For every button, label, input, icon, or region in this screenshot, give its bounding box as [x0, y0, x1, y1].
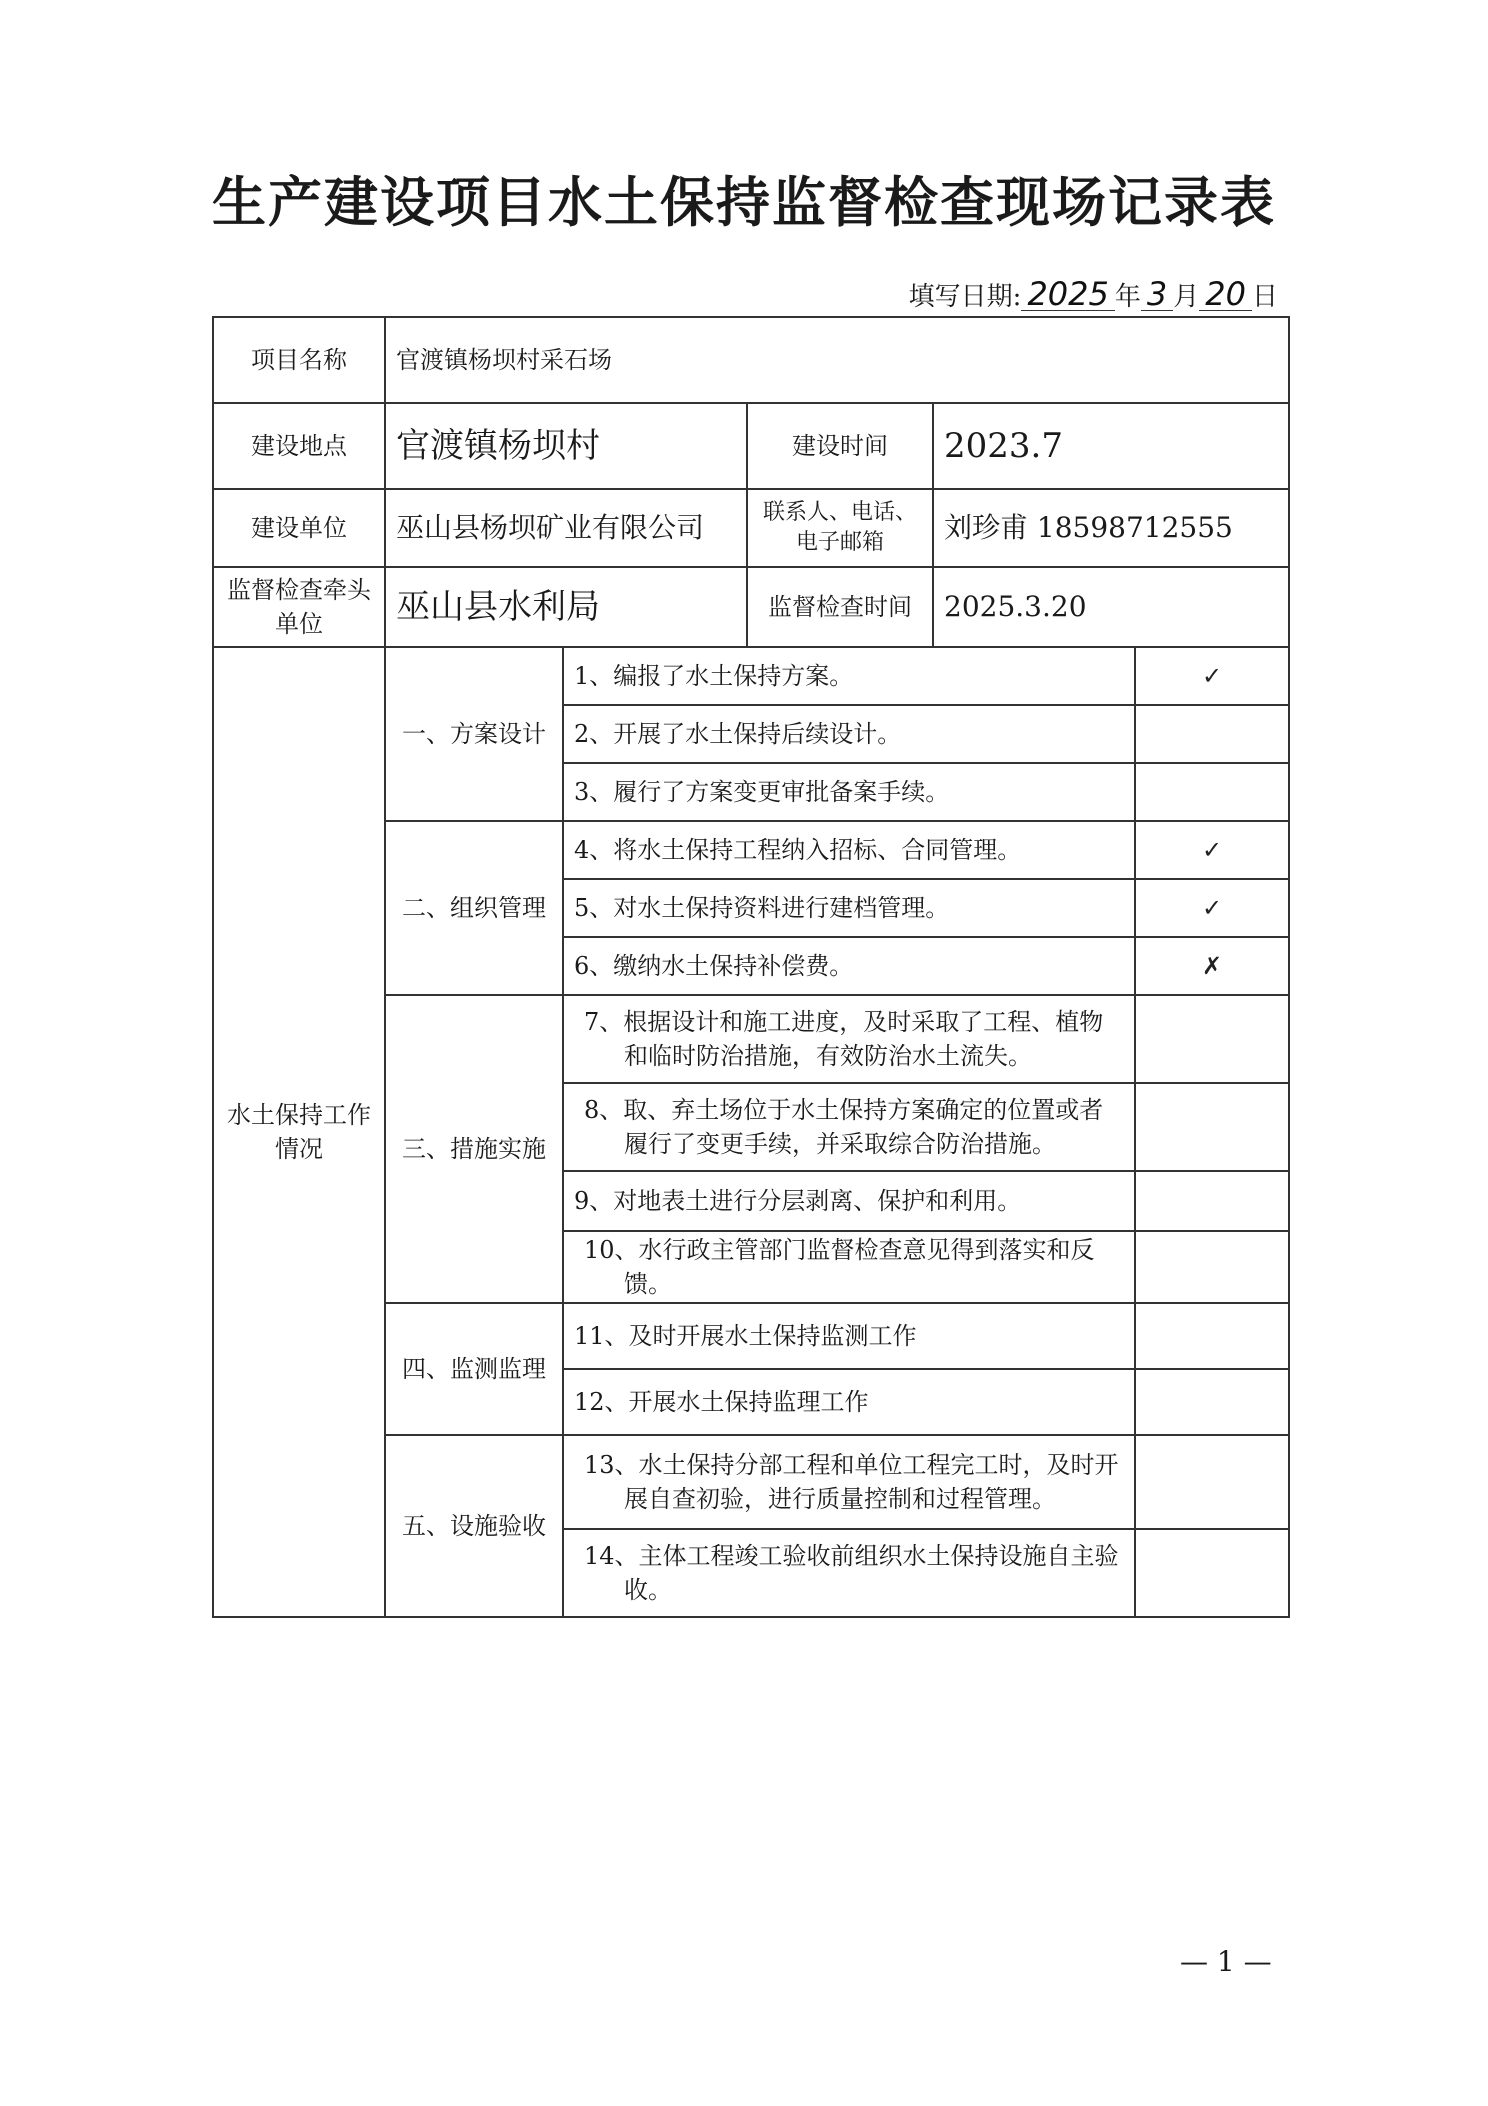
item-5-mark: ✓ — [1135, 879, 1289, 937]
item-14-mark — [1135, 1529, 1289, 1617]
item-8: 8、取、弃土场位于水土保持方案确定的位置或者履行了变更手续，并采取综合防治措施。 — [563, 1083, 1135, 1171]
category-org-management: 二、组织管理 — [385, 821, 563, 995]
item-11: 11、及时开展水土保持监测工作 — [563, 1303, 1135, 1369]
contact-label: 联系人、电话、电子邮箱 — [747, 489, 933, 567]
item-12-mark — [1135, 1369, 1289, 1435]
page-number: — 1 — — [1180, 1945, 1272, 1978]
item-12: 12、开展水土保持监理工作 — [563, 1369, 1135, 1435]
item-11-mark — [1135, 1303, 1289, 1369]
record-table — [212, 316, 1290, 1618]
item-14: 14、主体工程竣工验收前组织水土保持设施自主验收。 — [563, 1529, 1135, 1617]
inspect-time-label: 监督检查时间 — [747, 567, 933, 647]
item-3: 3、履行了方案变更审批备案手续。 — [563, 763, 1135, 821]
category-acceptance: 五、设施验收 — [385, 1435, 563, 1617]
item-10: 10、水行政主管部门监督检查意见得到落实和反馈。 — [563, 1231, 1135, 1303]
item-2-mark — [1135, 705, 1289, 763]
item-4: 4、将水土保持工程纳入招标、合同管理。 — [563, 821, 1135, 879]
inspect-time-value: 2025.3.20 — [933, 567, 1289, 647]
lead-unit-label: 监督检查牵头单位 — [213, 567, 385, 647]
project-name-value: 官渡镇杨坝村采石场 — [385, 317, 1289, 403]
item-9: 9、对地表土进行分层剥离、保护和利用。 — [563, 1171, 1135, 1231]
category-monitoring: 四、监测监理 — [385, 1303, 563, 1435]
unit-label: 建设单位 — [213, 489, 385, 567]
item-5: 5、对水土保持资料进行建档管理。 — [563, 879, 1135, 937]
item-8-mark — [1135, 1083, 1289, 1171]
contact-value: 刘珍甫 18598712555 — [933, 489, 1289, 567]
lead-unit-value: 巫山县水利局 — [385, 567, 747, 647]
item-1: 1、编报了水土保持方案。 — [563, 647, 1135, 705]
item-4-mark: ✓ — [1135, 821, 1289, 879]
build-time-label: 建设时间 — [747, 403, 933, 489]
fill-date-month-unit: 月 — [1173, 282, 1200, 312]
category-measures: 三、措施实施 — [385, 995, 563, 1303]
item-10-mark — [1135, 1231, 1289, 1303]
item-13-mark — [1135, 1435, 1289, 1529]
fill-date-label: 填写日期: — [908, 282, 1022, 312]
project-name-label: 项目名称 — [213, 317, 385, 403]
item-9-mark — [1135, 1171, 1289, 1231]
fill-date-year-unit: 年 — [1114, 282, 1141, 312]
item-6: 6、缴纳水土保持补偿费。 — [563, 937, 1135, 995]
category-scheme-design: 一、方案设计 — [385, 647, 563, 821]
item-7-mark — [1135, 995, 1289, 1083]
fill-date-day-unit: 日 — [1251, 282, 1278, 312]
fill-date-day: 20 — [1199, 278, 1252, 311]
item-13: 13、水土保持分部工程和单位工程完工时，及时开展自查初验，进行质量控制和过程管理。 — [563, 1435, 1135, 1529]
item-2: 2、开展了水土保持后续设计。 — [563, 705, 1135, 763]
item-3-mark — [1135, 763, 1289, 821]
work-status-label: 水土保持工作情况 — [213, 647, 385, 1617]
item-6-mark: ✗ — [1135, 937, 1289, 995]
location-value: 官渡镇杨坝村 — [385, 403, 747, 489]
item-7: 7、根据设计和施工进度，及时采取了工程、植物和临时防治措施，有效防治水土流失。 — [563, 995, 1135, 1083]
location-label: 建设地点 — [213, 403, 385, 489]
fill-date-year: 2025 — [1021, 278, 1114, 311]
fill-date — [909, 276, 1278, 313]
page-title: 生产建设项目水土保持监督检查现场记录表 — [212, 170, 1276, 234]
fill-date-month: 3 — [1141, 278, 1173, 311]
build-time-value: 2023.7 — [933, 403, 1289, 489]
item-1-mark: ✓ — [1135, 647, 1289, 705]
unit-value: 巫山县杨坝矿业有限公司 — [385, 489, 747, 567]
